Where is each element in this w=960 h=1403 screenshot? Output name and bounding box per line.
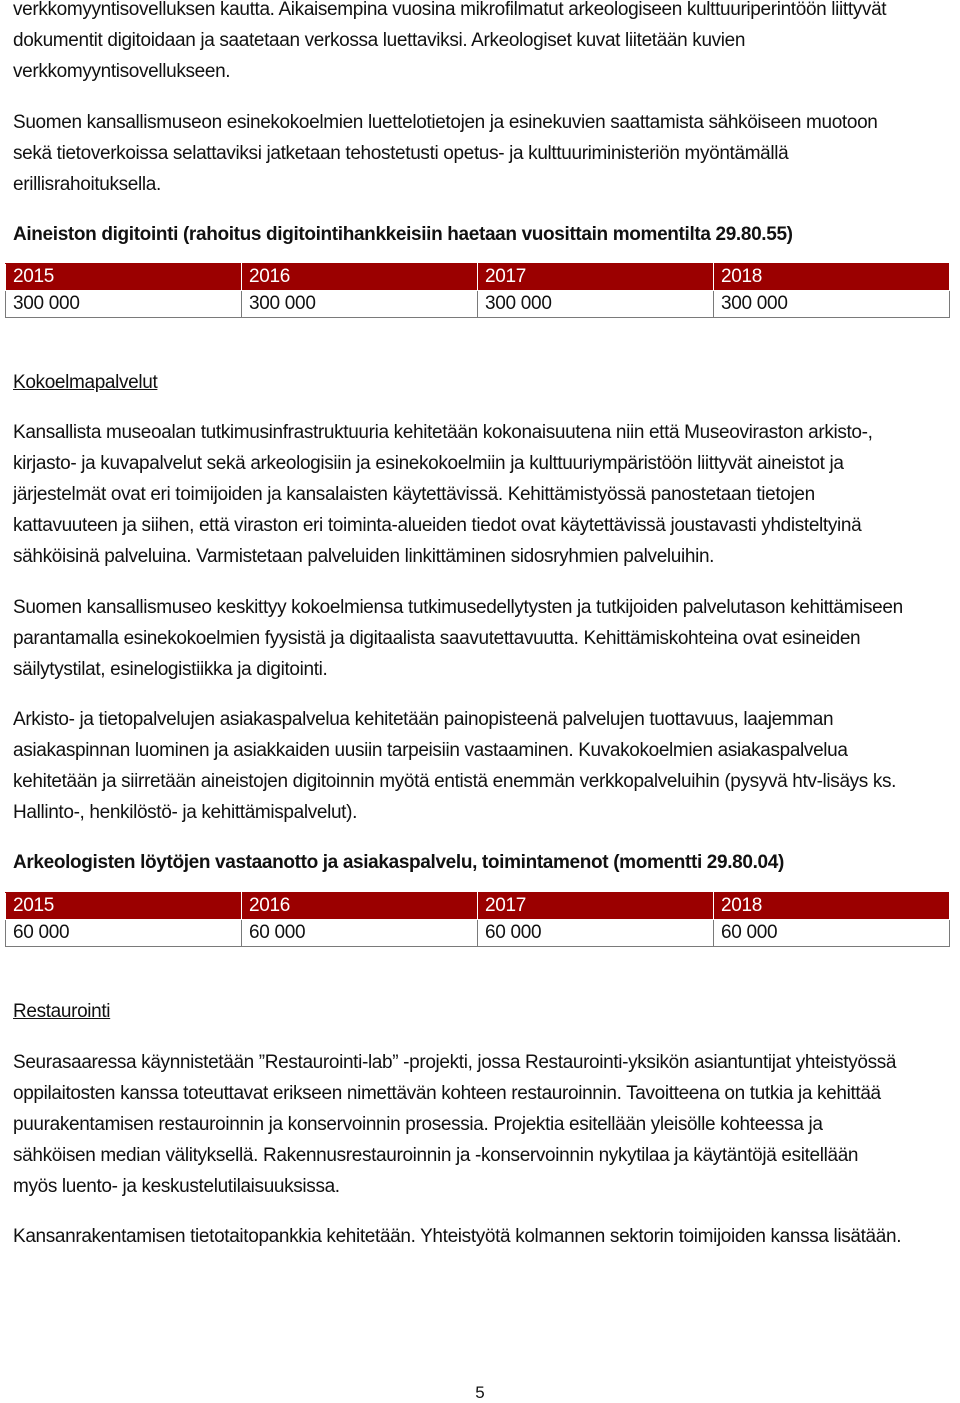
year-cell: 2017 [478, 893, 714, 920]
archaeology-heading: Arkeologisten löytöjen vastaanotto ja asiakaspalvelu, toimintamenot (momentti 29.80.04) [13, 852, 784, 873]
text-line: Arkisto- ja tietopalvelujen asiakaspalvelua kehitetään painopisteenä palvelujen tuottavuus, laajemman [13, 709, 834, 730]
amount-cell: 60 000 [6, 920, 242, 947]
amount-cell: 300 000 [478, 291, 714, 318]
text-line: puurakentamisen restauroinnin ja konservoinnin prosessia. Projektia esitellään yleisölle kohteessa ja [13, 1114, 823, 1135]
collection-services-paragraph-3 [13, 704, 896, 828]
amount-cell: 300 000 [242, 291, 478, 318]
text-line: Kansallista museoalan tutkimusinfrastruktuuria kehitetään kokonaisuutena niin että Museoviraston arkisto-, [13, 422, 873, 443]
year-cell: 2017 [478, 264, 714, 291]
amount-cell: 60 000 [714, 920, 950, 947]
year-cell: 2018 [714, 893, 950, 920]
year-cell: 2015 [6, 893, 242, 920]
text-line: erillisrahoituksella. [13, 174, 161, 195]
text-line: Suomen kansallismuseo keskittyy kokoelmiensa tutkimusedellytysten ja tutkijoiden palvelutason kehittämiseen [13, 597, 903, 618]
collection-services-paragraph-1 [13, 417, 873, 572]
text-line: dokumentit digitoidaan ja saatetaan verkossa luettaviksi. Arkeologiset kuvat liitetään kuvien [13, 30, 746, 51]
text-line: sähköisen median välityksellä. Rakennusrestauroinnin ja -konservoinnin nykytilaa ja käytäntöjä esitellään [13, 1145, 859, 1166]
text-line: Suomen kansallismuseon esinekokoelmien luettelotietojen ja esinekuvien saattamista sähköiseen muotoon [13, 112, 878, 133]
text-line: sekä tietoverkoissa selattaviksi jatketaan tehostetusti opetus- ja kulttuuriministeriön myöntämällä [13, 143, 789, 164]
text-line: sähköisinä palveluina. Varmistetaan palveluiden linkittäminen sidosryhmien palveluihin. [13, 546, 715, 567]
page-number: 5 [475, 1383, 485, 1402]
table-row [6, 920, 950, 947]
amount-cell: 300 000 [714, 291, 950, 318]
archaeology-budget-table [5, 892, 950, 947]
table-row [6, 291, 950, 318]
text-line: Hallinto-, henkilöstö- ja kehittämispalvelut). [13, 802, 358, 823]
text-line: verkkomyyntisovellukseen. [13, 61, 231, 82]
amount-cell: 60 000 [478, 920, 714, 947]
text-line: myös luento- ja keskustelutilaisuuksissa. [13, 1176, 340, 1197]
text-line: kirjasto- ja kuvapalvelut sekä arkeologisiin ja esinekokoelmiin ja kulttuuriympäristöön liittyvät aineistot ja [13, 453, 844, 474]
collection-services-title: Kokoelmapalvelut [13, 372, 158, 393]
intro-paragraph [13, 0, 886, 87]
collection-services-paragraph-2 [13, 592, 903, 685]
digitization-heading: Aineiston digitointi (rahoitus digitointihankkeisiin haetaan vuosittain momentilta 29.80.55) [13, 224, 793, 245]
year-cell: 2018 [714, 264, 950, 291]
text-line: verkkomyyntisovelluksen kautta. Aikaisempina vuosina mikrofilmatut arkeologiseen kulttuuriperintöön liittyvät [13, 0, 887, 20]
text-line: kehitetään ja siirretään aineistojen digitoinnin myötä entistä enemmän verkkopalveluihin (pysyvä htv-lisäys ks. [13, 771, 897, 792]
restoration-paragraph-1 [13, 1047, 896, 1202]
text-line: oppilaitosten kanssa toteuttavat erikseen nimettävän kohteen restauroinnin. Tavoitteena on tutkia ja kehittää [13, 1083, 881, 1104]
text-line: kattavuuteen ja siihen, että viraston eri toiminta-alueiden tiedot ovat käytettävissä joustavasti yhdisteltyinä [13, 515, 862, 536]
digitization-budget-table [5, 263, 950, 318]
text-line: asiakaspinnan luominen ja asiakkaiden uusiin tarpeisiin vastaaminen. Kuvakokoelmien asiakaspalvelua [13, 740, 848, 761]
year-cell: 2015 [6, 264, 242, 291]
text-line: parantamalla esinekokoelmien fyysistä ja digitaalista saavutettavuutta. Kehittämiskohteina ovat esineiden [13, 628, 861, 649]
restoration-title: Restaurointi [13, 1001, 111, 1022]
museum-paragraph [13, 107, 878, 200]
text-line: Seurasaaressa käynnistetään ”Restaurointi-lab” -projekti, jossa Restaurointi-yksikön asiantuntijat yhteistyössä [13, 1052, 897, 1073]
text-line: Kansanrakentamisen tietotaitopankkia kehitetään. Yhteistyötä kolmannen sektorin toimijoiden kanssa lisätään. [13, 1226, 902, 1247]
table-header-row [6, 893, 950, 920]
text-line: järjestelmät ovat eri toimijoiden ja kansalaisten käytettävissä. Kehittämistyössä panostetaan tietojen [13, 484, 815, 505]
amount-cell: 300 000 [6, 291, 242, 318]
year-cell: 2016 [242, 893, 478, 920]
table-header-row [6, 264, 950, 291]
restoration-paragraph-2 [13, 1221, 901, 1252]
year-cell: 2016 [242, 264, 478, 291]
text-line: säilytystilat, esinelogistiikka ja digitointi. [13, 659, 328, 680]
amount-cell: 60 000 [242, 920, 478, 947]
